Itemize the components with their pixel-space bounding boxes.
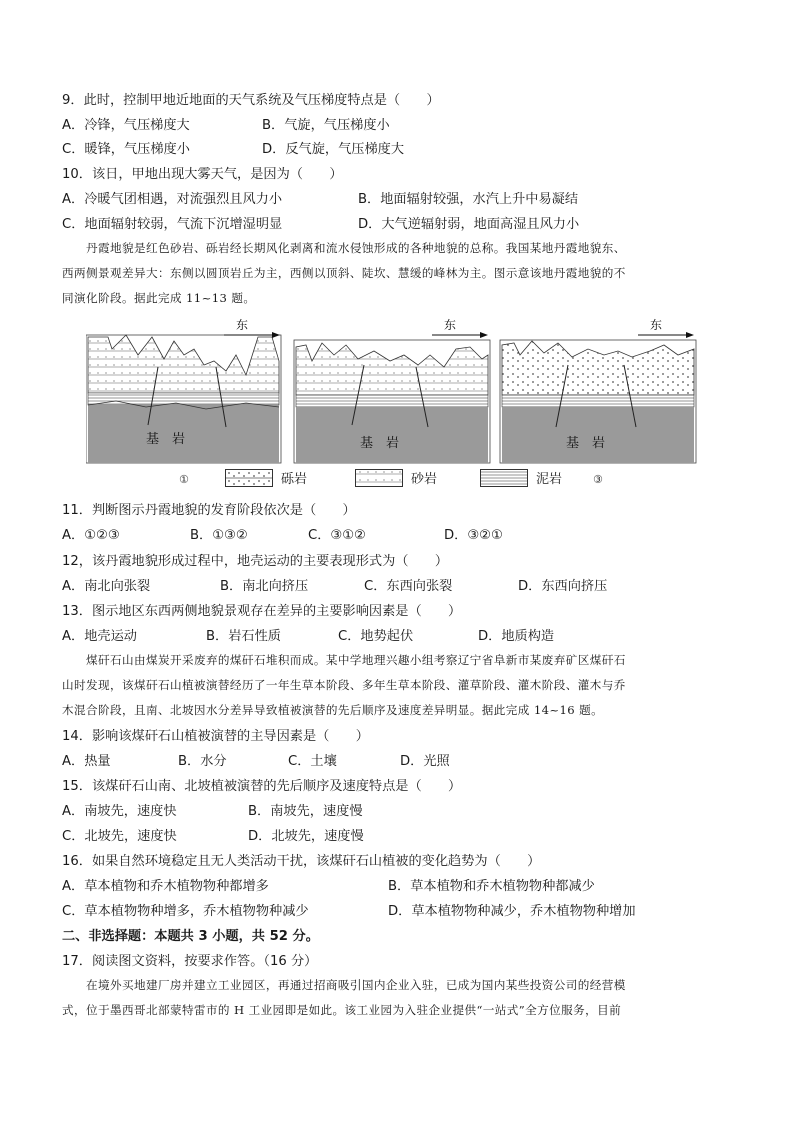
passage-industrial-park-line-2: 式，位于墨西哥北部蒙特雷市的 H 工业园即是如此。该工业园为入驻企业提供“一站式”全方位服务，目前 bbox=[62, 1003, 622, 1017]
question-13-option-a: A．地壳运动 bbox=[62, 629, 137, 644]
passage-danxia-line-2: 西两侧景观差异大：东侧以圆顶岩丘为主，西侧以顶斜、陡坎、慧缓的峰林为主。图示意该地丹霞地貌的不 bbox=[62, 266, 626, 280]
panel-1-east-label: 东 bbox=[236, 318, 249, 332]
question-15-option-a: A．南坡先，速度快 bbox=[62, 804, 177, 819]
passage-industrial-park-line-1: 在境外买地建厂房并建立工业园区，再通过招商吸引国内企业入驻，已成为国内某些投资公司的经营模 bbox=[86, 978, 626, 992]
legend-conglomerate bbox=[225, 468, 307, 487]
diagram-panel-1 bbox=[86, 335, 281, 486]
question-14-stem: 14．影响该煤矸石山植被演替的主导因素是（ ） bbox=[62, 729, 369, 744]
question-14-option-c: C．土壤 bbox=[288, 754, 337, 769]
question-10-option-a: A．冷暖气团相遇，对流强烈且风力小 bbox=[62, 192, 283, 207]
question-10-stem: 10．该日，甲地出现大雾天气，是因为（ ） bbox=[62, 167, 343, 182]
question-13-option-c: C．地势起伏 bbox=[338, 629, 414, 644]
question-16-option-d: D．草本植物物种减少，乔木植物物种增加 bbox=[388, 904, 636, 919]
conglomerate-swatch bbox=[225, 469, 273, 487]
panel-2-east-label: 东 bbox=[444, 318, 457, 332]
panel-1-bedrock-label: 基 岩 bbox=[146, 432, 186, 447]
question-14-option-b: B．水分 bbox=[178, 754, 227, 769]
question-16-stem: 16．如果自然环境稳定且无人类活动干扰，该煤矸石山植被的变化趋势为（ ） bbox=[62, 854, 541, 869]
panel-1-number: ① bbox=[179, 473, 189, 486]
question-9-option-c: C．暖锋，气压梯度小 bbox=[62, 142, 190, 157]
question-17-stem: 17．阅读图文资料，按要求作答。（16 分） bbox=[62, 954, 318, 969]
passage-coal-gangue-line-3: 木混合阶段，且南、北坡因水分差异导致植被演替的先后顺序及速度差异明显。据此完成 14~16 题。 bbox=[62, 703, 604, 717]
question-13-option-d: D．地质构造 bbox=[478, 629, 555, 644]
question-9-option-b: B．气旋，气压梯度小 bbox=[262, 118, 390, 133]
passage-coal-gangue bbox=[62, 648, 732, 723]
question-13-option-b: B．岩石性质 bbox=[206, 629, 281, 644]
question-15-option-c: C．北坡先，速度快 bbox=[62, 829, 177, 844]
legend-mudstone-label: 泥岩 bbox=[536, 472, 563, 487]
legend-sandstone bbox=[355, 468, 437, 487]
legend-sandstone-label: 砂岩 bbox=[411, 472, 438, 487]
question-10-option-b: B．地面辐射较强，水汽上升中易凝结 bbox=[358, 192, 579, 207]
question-11-stem: 11．判断图示丹霞地貌的发育阶段依次是（ ） bbox=[62, 503, 356, 518]
question-10-option-d: D．大气逆辐射弱，地面高湿且风力小 bbox=[358, 217, 580, 232]
panel-3-number: ③ bbox=[593, 473, 603, 486]
mudstone-swatch bbox=[480, 469, 528, 487]
diagram-legend bbox=[225, 468, 625, 492]
question-12-option-b: B．南北向挤压 bbox=[220, 579, 309, 594]
passage-coal-gangue-line-2: 山时发现，该煤矸石山植被演替经历了一年生草本阶段、多年生草本阶段、灌草阶段、灌木阶段、灌木与乔 bbox=[62, 678, 626, 692]
question-11-option-c: C．③①② bbox=[308, 528, 366, 543]
question-15-stem: 15．该煤矸石山南、北坡植被演替的先后顺序及速度特点是（ ） bbox=[62, 779, 462, 794]
legend-conglomerate-label: 砾岩 bbox=[281, 472, 308, 487]
question-16-option-b: B．草本植物和乔木植物物种都减少 bbox=[388, 879, 595, 894]
passage-danxia bbox=[62, 236, 732, 311]
passage-coal-gangue-line-1: 煤矸石山由煤炭开采废弃的煤矸石堆积而成。某中学地理兴趣小组考察辽宁省阜新市某废弃矿区煤矸石 bbox=[86, 653, 626, 667]
passage-danxia-line-1: 丹霞地貌是红色砂岩、砾岩经长期风化剥离和流水侵蚀形成的各种地貌的总称。我国某地丹霞地貌东、 bbox=[86, 241, 626, 255]
question-11-option-d: D．③②① bbox=[444, 528, 503, 543]
panel-3-bedrock-label: 基 岩 bbox=[566, 436, 606, 451]
question-15-option-d: D．北坡先，速度慢 bbox=[248, 829, 364, 844]
question-15-option-b: B．南坡先，速度慢 bbox=[248, 804, 363, 819]
question-16-option-c: C．草本植物物种增多，乔木植物物种减少 bbox=[62, 904, 309, 919]
question-9-stem: 9．此时，控制甲地近地面的天气系统及气压梯度特点是（ ） bbox=[62, 93, 440, 108]
question-12-option-c: C．东西向张裂 bbox=[364, 579, 453, 594]
panel-2-bedrock-label: 基 岩 bbox=[360, 436, 400, 451]
diagram-panel-3 bbox=[500, 318, 696, 486]
panel-1-east-arrow bbox=[224, 318, 280, 338]
question-11-option-a: A．①②③ bbox=[62, 528, 120, 543]
question-13-stem: 13．图示地区东西两侧地貌景观存在差异的主要影响因素是（ ） bbox=[62, 604, 462, 619]
question-14-option-d: D．光照 bbox=[400, 754, 450, 769]
question-9-option-a: A．冷锋，气压梯度大 bbox=[62, 118, 190, 133]
sandstone-swatch bbox=[355, 469, 403, 487]
question-9-option-d: D．反气旋，气压梯度大 bbox=[262, 142, 405, 157]
question-10-option-c: C．地面辐射较弱，气流下沉增湿明显 bbox=[62, 217, 283, 232]
panel-3-east-label: 东 bbox=[650, 318, 663, 332]
passage-industrial-park bbox=[62, 973, 732, 1023]
passage-danxia-line-3: 同演化阶段。据此完成 11~13 题。 bbox=[62, 291, 256, 305]
legend-mudstone bbox=[480, 468, 562, 487]
question-16-option-a: A．草本植物和乔木植物物种都增多 bbox=[62, 879, 269, 894]
section-2-heading: 二、非选择题：本题共 3 小题，共 52 分。 bbox=[62, 929, 319, 944]
question-12-stem: 12，该丹霞地貌形成过程中，地壳运动的主要表现形式为（ ） bbox=[62, 554, 449, 569]
danxia-evolution-diagram bbox=[86, 315, 706, 490]
question-12-option-a: A．南北向张裂 bbox=[62, 579, 151, 594]
question-12-option-d: D．东西向挤压 bbox=[518, 579, 608, 594]
question-14-option-a: A．热量 bbox=[62, 754, 111, 769]
diagram-panel-2 bbox=[294, 318, 490, 486]
question-11-option-b: B．①③② bbox=[190, 528, 248, 543]
